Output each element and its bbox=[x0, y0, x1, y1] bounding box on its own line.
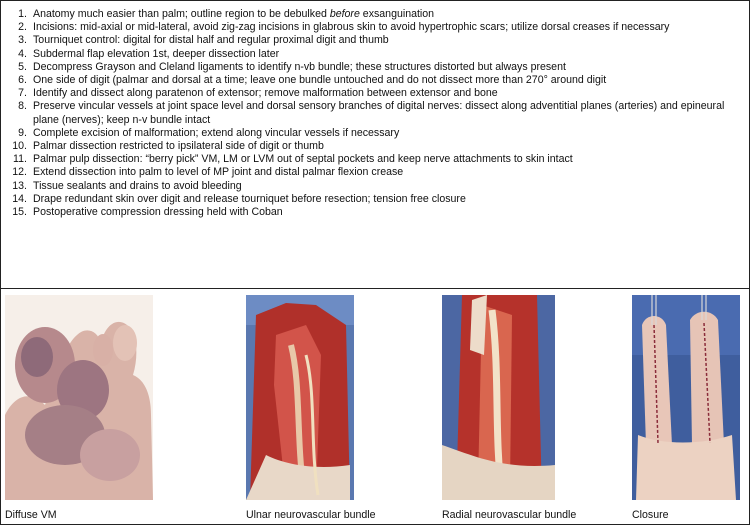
caption-closure: Closure bbox=[632, 509, 669, 521]
step-text bbox=[33, 153, 741, 166]
photo-diffuse-vm bbox=[5, 295, 153, 500]
step-number: 15. bbox=[12, 206, 27, 219]
step-text bbox=[33, 34, 741, 47]
step-number: 3. bbox=[18, 34, 27, 47]
step-item bbox=[1, 74, 741, 87]
step-text bbox=[33, 87, 741, 100]
step-number: 2. bbox=[18, 21, 27, 34]
step-text-main: One side of digit (palmar and dorsal at a time; leave one bundle untouched and do not dissect more than 270° around digit bbox=[33, 74, 607, 87]
caption-ulnar-bundle: Ulnar neurovascular bundle bbox=[246, 509, 376, 521]
step-text-emphasis: before bbox=[329, 8, 360, 20]
step-number: 6. bbox=[18, 74, 27, 87]
step-text-main: Extend dissection into palm to level of MP joint and distal palmar flexion crease bbox=[33, 166, 404, 179]
steps-list bbox=[1, 1, 749, 219]
photo-radial-bundle bbox=[442, 295, 555, 500]
step-number: 7. bbox=[18, 87, 27, 100]
step-item bbox=[1, 153, 741, 166]
step-number: 11. bbox=[13, 153, 27, 166]
step-item bbox=[1, 206, 741, 219]
step-text-main: Postoperative compression dressing held with Coban bbox=[33, 206, 283, 219]
step-text bbox=[33, 206, 741, 219]
step-item bbox=[1, 193, 741, 206]
step-number: 10. bbox=[12, 140, 27, 153]
step-item bbox=[1, 21, 741, 34]
step-item bbox=[1, 140, 741, 153]
step-text-main: Tissue sealants and drains to avoid bleeding bbox=[33, 179, 242, 192]
step-number: 13. bbox=[12, 179, 27, 192]
step-number: 4. bbox=[18, 47, 27, 60]
step-number: 5. bbox=[18, 60, 27, 73]
photo-ulnar-bundle bbox=[246, 295, 354, 500]
step-text-main: Drape redundant skin over digit and release tourniquet before resection; tension free closure bbox=[33, 192, 466, 205]
photo-strip bbox=[1, 289, 749, 524]
step-item bbox=[1, 166, 741, 179]
step-text-main: Complete excision of malformation; extend along vincular vessels if necessary bbox=[33, 126, 400, 139]
step-text bbox=[33, 21, 741, 34]
step-item bbox=[1, 87, 741, 100]
step-text-main: Preserve vincular vessels at joint space level and dorsal sensory branches of digital nerves: dissect along adventitial planes (arteries) and epineural plane (nerves); keep n-v bundle intact bbox=[33, 100, 725, 126]
step-number: 12. bbox=[12, 166, 27, 179]
step-text-main: Palmar dissection restricted to ipsilateral side of digit or thumb bbox=[33, 140, 324, 153]
step-text-main: Decompress Grayson and Cleland ligaments to identify n-vb bundle; these structures distorted but always present bbox=[33, 60, 566, 73]
step-number: 9. bbox=[18, 126, 27, 139]
photo-closure bbox=[632, 295, 740, 500]
step-item bbox=[1, 100, 741, 126]
step-text-main: Palmar pulp dissection: “berry pick” VM, LM or LVM out of septal pockets and keep nerve attachments to skin intact bbox=[33, 153, 573, 166]
steps-panel bbox=[1, 1, 749, 289]
step-number: 14. bbox=[12, 192, 27, 205]
step-item bbox=[1, 34, 741, 47]
step-text bbox=[33, 140, 741, 153]
caption-radial-bundle: Radial neurovascular bundle bbox=[442, 509, 577, 521]
step-text bbox=[33, 193, 741, 206]
step-text bbox=[33, 48, 741, 61]
step-item bbox=[1, 61, 741, 74]
step-text-main: Subdermal flap elevation 1st, deeper dissection later bbox=[33, 47, 280, 60]
step-text-tail: exsanguination bbox=[359, 8, 435, 20]
caption-diffuse-vm: Diffuse VM bbox=[5, 509, 57, 521]
step-text bbox=[33, 166, 741, 179]
step-number: 8. bbox=[18, 100, 27, 113]
step-item bbox=[1, 48, 741, 61]
step-text-main: Tourniquet control: digital for distal half and regular proximal digit and thumb bbox=[33, 34, 389, 47]
step-number: 1. bbox=[18, 8, 27, 20]
step-text bbox=[33, 180, 741, 193]
step-text bbox=[33, 8, 741, 21]
step-text-main: Anatomy much easier than palm; outline region to be debulked bbox=[33, 8, 330, 20]
step-text bbox=[33, 61, 741, 74]
step-item bbox=[1, 127, 741, 140]
step-text bbox=[33, 74, 741, 87]
step-item bbox=[1, 8, 741, 21]
step-text-main: Identify and dissect along paratenon of extensor; remove malformation between extensor and bone bbox=[33, 87, 498, 100]
step-text bbox=[33, 127, 741, 140]
step-item bbox=[1, 180, 741, 193]
step-text bbox=[33, 100, 741, 126]
step-text-main: Incisions: mid-axial or mid-lateral, avoid zig-zag incisions in glabrous skin to avoid hypertrophic scars; utilize dorsal creases if necessary bbox=[33, 21, 670, 34]
